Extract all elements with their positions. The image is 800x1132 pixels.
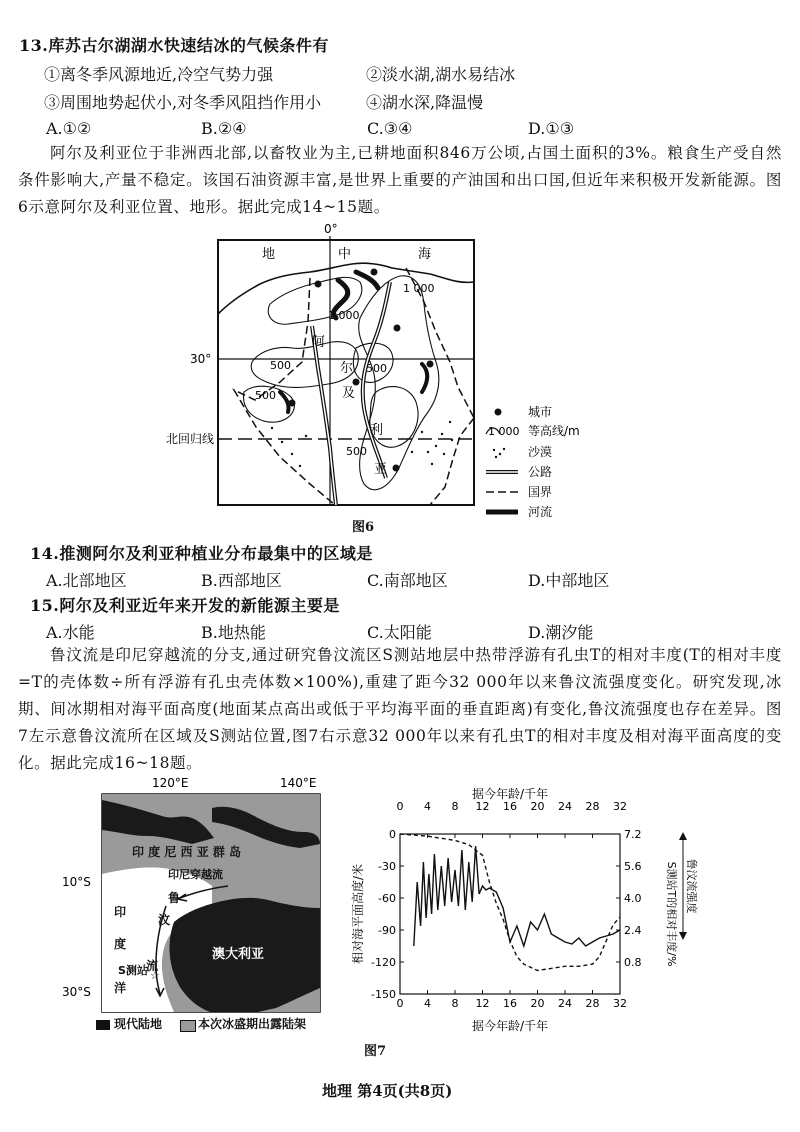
relative-abundance-line	[414, 846, 620, 946]
x-tick-label-top: 12	[475, 800, 490, 813]
q13-stem: 13.库苏古尔湖湖水快速结冰的气候条件有	[19, 36, 329, 55]
right-y-tick-label: 5.6	[624, 860, 642, 873]
contour-label-3: 500	[270, 359, 291, 372]
map-station-label: S测站	[118, 964, 148, 977]
map-label-throughflow: 印尼穿越流	[168, 868, 223, 881]
q15-stem: 15.阿尔及利亚近年来开发的新能源主要是	[30, 596, 340, 615]
x-tick-label-top: 16	[503, 800, 517, 813]
right-y-tick-label: 7.2	[624, 828, 642, 841]
x-tick-label-top: 32	[613, 800, 627, 813]
q14-option-a[interactable]: A.北部地区	[46, 571, 127, 590]
contour-label-4: 500	[366, 362, 387, 375]
q14-option-c[interactable]: C.南部地区	[367, 571, 448, 590]
legend-road-label: 公路	[528, 465, 553, 479]
q13-option-c[interactable]: C.③④	[367, 119, 413, 138]
right-y-tick-label: 0.8	[624, 956, 642, 969]
left-y-tick-label: -60	[378, 892, 396, 905]
x-tick-label-top: 8	[451, 800, 459, 813]
sea-char-1: 地	[262, 247, 276, 262]
sea-char-3: 海	[418, 247, 432, 262]
passage-algeria	[18, 140, 782, 221]
x-tick-label-bottom: 0	[396, 997, 404, 1010]
q14-option-b[interactable]: B.西部地区	[201, 571, 282, 590]
q13-option-b[interactable]: B.②④	[201, 119, 247, 138]
contour-label-6: 500	[346, 445, 367, 458]
city-1	[315, 281, 322, 288]
legend-shelf-label: 本次冰盛期出露陆架	[198, 1017, 307, 1031]
map-ocean-char-3: 洋	[114, 981, 127, 995]
map-ocean-char-2: 度	[114, 937, 127, 951]
map-ocean-char-1: 印	[114, 905, 127, 919]
country-char-3: 及	[342, 386, 356, 401]
chart-plot-frame	[400, 834, 620, 994]
map-lon-140: 140°E	[280, 776, 317, 790]
chart-left-ylabel: 相对海平面高度/米	[351, 863, 365, 965]
q13-item-4: ④湖水深,降温慢	[366, 93, 484, 112]
country-char-1: 阿	[312, 335, 326, 350]
right-y-tick-label: 2.4	[624, 924, 642, 937]
x-tick-label-bottom: 24	[558, 997, 572, 1010]
figure-6-caption: 图6	[352, 520, 375, 535]
x-tick-label-bottom: 28	[585, 997, 600, 1010]
legend-desert-label: 沙漠	[528, 445, 553, 459]
chart-right-ylabel: S测站T的相对丰度/%	[665, 861, 678, 967]
city-3	[394, 325, 401, 332]
city-5	[289, 400, 296, 407]
city-6	[427, 361, 434, 368]
page-footer: 地理 第4页(共8页)	[322, 1082, 453, 1100]
q15-option-a[interactable]: A.水能	[46, 623, 95, 642]
chart-marks	[371, 800, 641, 1010]
q15-option-c[interactable]: C.太阳能	[367, 623, 432, 642]
x-tick-label-bottom: 8	[451, 997, 459, 1010]
chart-right-arrow-label: 鲁汶流强度	[685, 858, 698, 914]
left-y-tick-label: -120	[371, 956, 396, 969]
map-label-archipelago: 印 度 尼 西 亚 群 岛	[132, 845, 242, 859]
contour-label-1: 1 000	[403, 282, 435, 295]
map-lat-30s: 30°S	[62, 985, 91, 999]
passage-leeuwin	[18, 642, 782, 777]
label-30-degree: 30°	[190, 352, 212, 366]
q13-item-2: ②淡水湖,湖水易结冰	[366, 65, 516, 84]
chart-top-xlabel: 据今年龄/千年	[471, 787, 549, 801]
left-y-tick-label: 0	[389, 828, 396, 841]
x-tick-label-top: 20	[530, 800, 545, 813]
country-char-2: 尔	[340, 361, 354, 376]
passage-leeuwin-text: 鲁汶流是印尼穿越流的分支,通过研究鲁汶流区S测站地层中热带浮游有孔虫T的相对丰度(T的相对丰度=T的壳体数÷所有浮游有孔虫壳体数×100%),重建了距今32 000年以来鲁汶流强度变化。研究发现,冰期、间冰期相对海平面高度(地面某点高出或低于平均海平面的垂直距离)有变化,鲁汶流强度也存在差异。图7左示意鲁汶流所在区域及S测站位置,图7右示意32 000年以来有孔虫T的相对丰度及相对海平面高度的变化。据此完成16~18题。	[18, 646, 782, 772]
sea-char-2: 中	[338, 247, 352, 262]
city-2	[371, 269, 378, 276]
q13-item-3: ③周围地势起伏小,对冬季风阻挡作用小	[44, 93, 322, 112]
q14-stem: 14.推测阿尔及利亚种植业分布最集中的区域是	[30, 544, 373, 563]
contour-label-2: 1 000	[328, 309, 360, 322]
left-y-tick-label: -30	[378, 860, 396, 873]
map-lon-120: 120°E	[152, 776, 189, 790]
x-tick-label-bottom: 12	[475, 997, 490, 1010]
label-tropic: 北回归线	[166, 432, 215, 446]
q13-item-1: ①离冬季风源地近,冷空气势力强	[44, 65, 274, 84]
map-lat-10s: 10°S	[62, 875, 91, 889]
legend-desert-symbol	[493, 448, 505, 458]
legend-city-label: 城市	[528, 405, 553, 419]
figure-7-caption: 图7	[364, 1044, 387, 1059]
map-australia-label: 澳大利亚	[212, 947, 265, 962]
q13-option-a[interactable]: A.①②	[46, 119, 92, 138]
q13-option-d[interactable]: D.①③	[528, 119, 575, 138]
figure-6-algeria-map	[160, 222, 580, 534]
legend-contour-label: 等高线/m	[528, 424, 580, 438]
label-0-degree: 0°	[324, 222, 338, 236]
city-4	[353, 379, 360, 386]
x-tick-label-bottom: 32	[613, 997, 627, 1010]
map-leeuwin-char-3: 流	[146, 959, 159, 973]
left-y-tick-label: -90	[378, 924, 396, 937]
x-tick-label-bottom: 16	[503, 997, 517, 1010]
passage-algeria-text: 阿尔及利亚位于非洲西北部,以畜牧业为主,已耕地面积846万公顷,占国土面积的3%。粮食生产受自然条件影响大,产量不稳定。该国石油资源丰富,是世界上重要的产油国和出口国,但近年来积极开发新能源。图6示意阿尔及利亚位置、地形。据此完成14~15题。	[18, 144, 782, 216]
chart-strength-arrowhead-down	[679, 932, 687, 940]
chart-bottom-xlabel: 据今年龄/千年	[471, 1019, 549, 1033]
legend-river-label: 河流	[528, 505, 553, 519]
figure-7-map	[62, 774, 332, 1036]
legend-shelf-swatch	[180, 1020, 196, 1032]
city-7	[393, 465, 400, 472]
legend-contour-value: 1 000	[488, 425, 520, 438]
left-y-tick-label: -150	[371, 988, 396, 1001]
map-leeuwin-char-1: 鲁	[168, 891, 181, 905]
x-tick-label-top: 24	[558, 800, 572, 813]
q15-option-b[interactable]: B.地热能	[201, 623, 266, 642]
figure-7-chart	[340, 786, 700, 1038]
right-y-tick-label: 4.0	[624, 892, 642, 905]
station-star-icon: ☆	[150, 969, 160, 982]
country-char-4: 利	[370, 423, 384, 438]
country-char-5: 亚	[374, 462, 388, 477]
sea-level-line	[400, 834, 620, 971]
x-tick-label-top: 0	[396, 800, 404, 813]
legend-modern-land-swatch	[96, 1020, 110, 1030]
legend-border-label: 国界	[528, 485, 553, 499]
x-tick-label-top: 28	[585, 800, 600, 813]
map-leeuwin-char-2: 汶	[158, 913, 171, 927]
q15-option-d[interactable]: D.潮汐能	[528, 623, 594, 642]
q14-option-d[interactable]: D.中部地区	[528, 571, 610, 590]
legend-modern-land-label: 现代陆地	[114, 1017, 163, 1031]
x-tick-label-bottom: 20	[530, 997, 545, 1010]
legend-city-symbol	[495, 409, 502, 416]
contour-label-5: 500	[255, 389, 276, 402]
x-tick-label-top: 4	[424, 800, 431, 813]
x-tick-label-bottom: 4	[424, 997, 431, 1010]
chart-strength-arrowhead-up	[679, 832, 687, 840]
